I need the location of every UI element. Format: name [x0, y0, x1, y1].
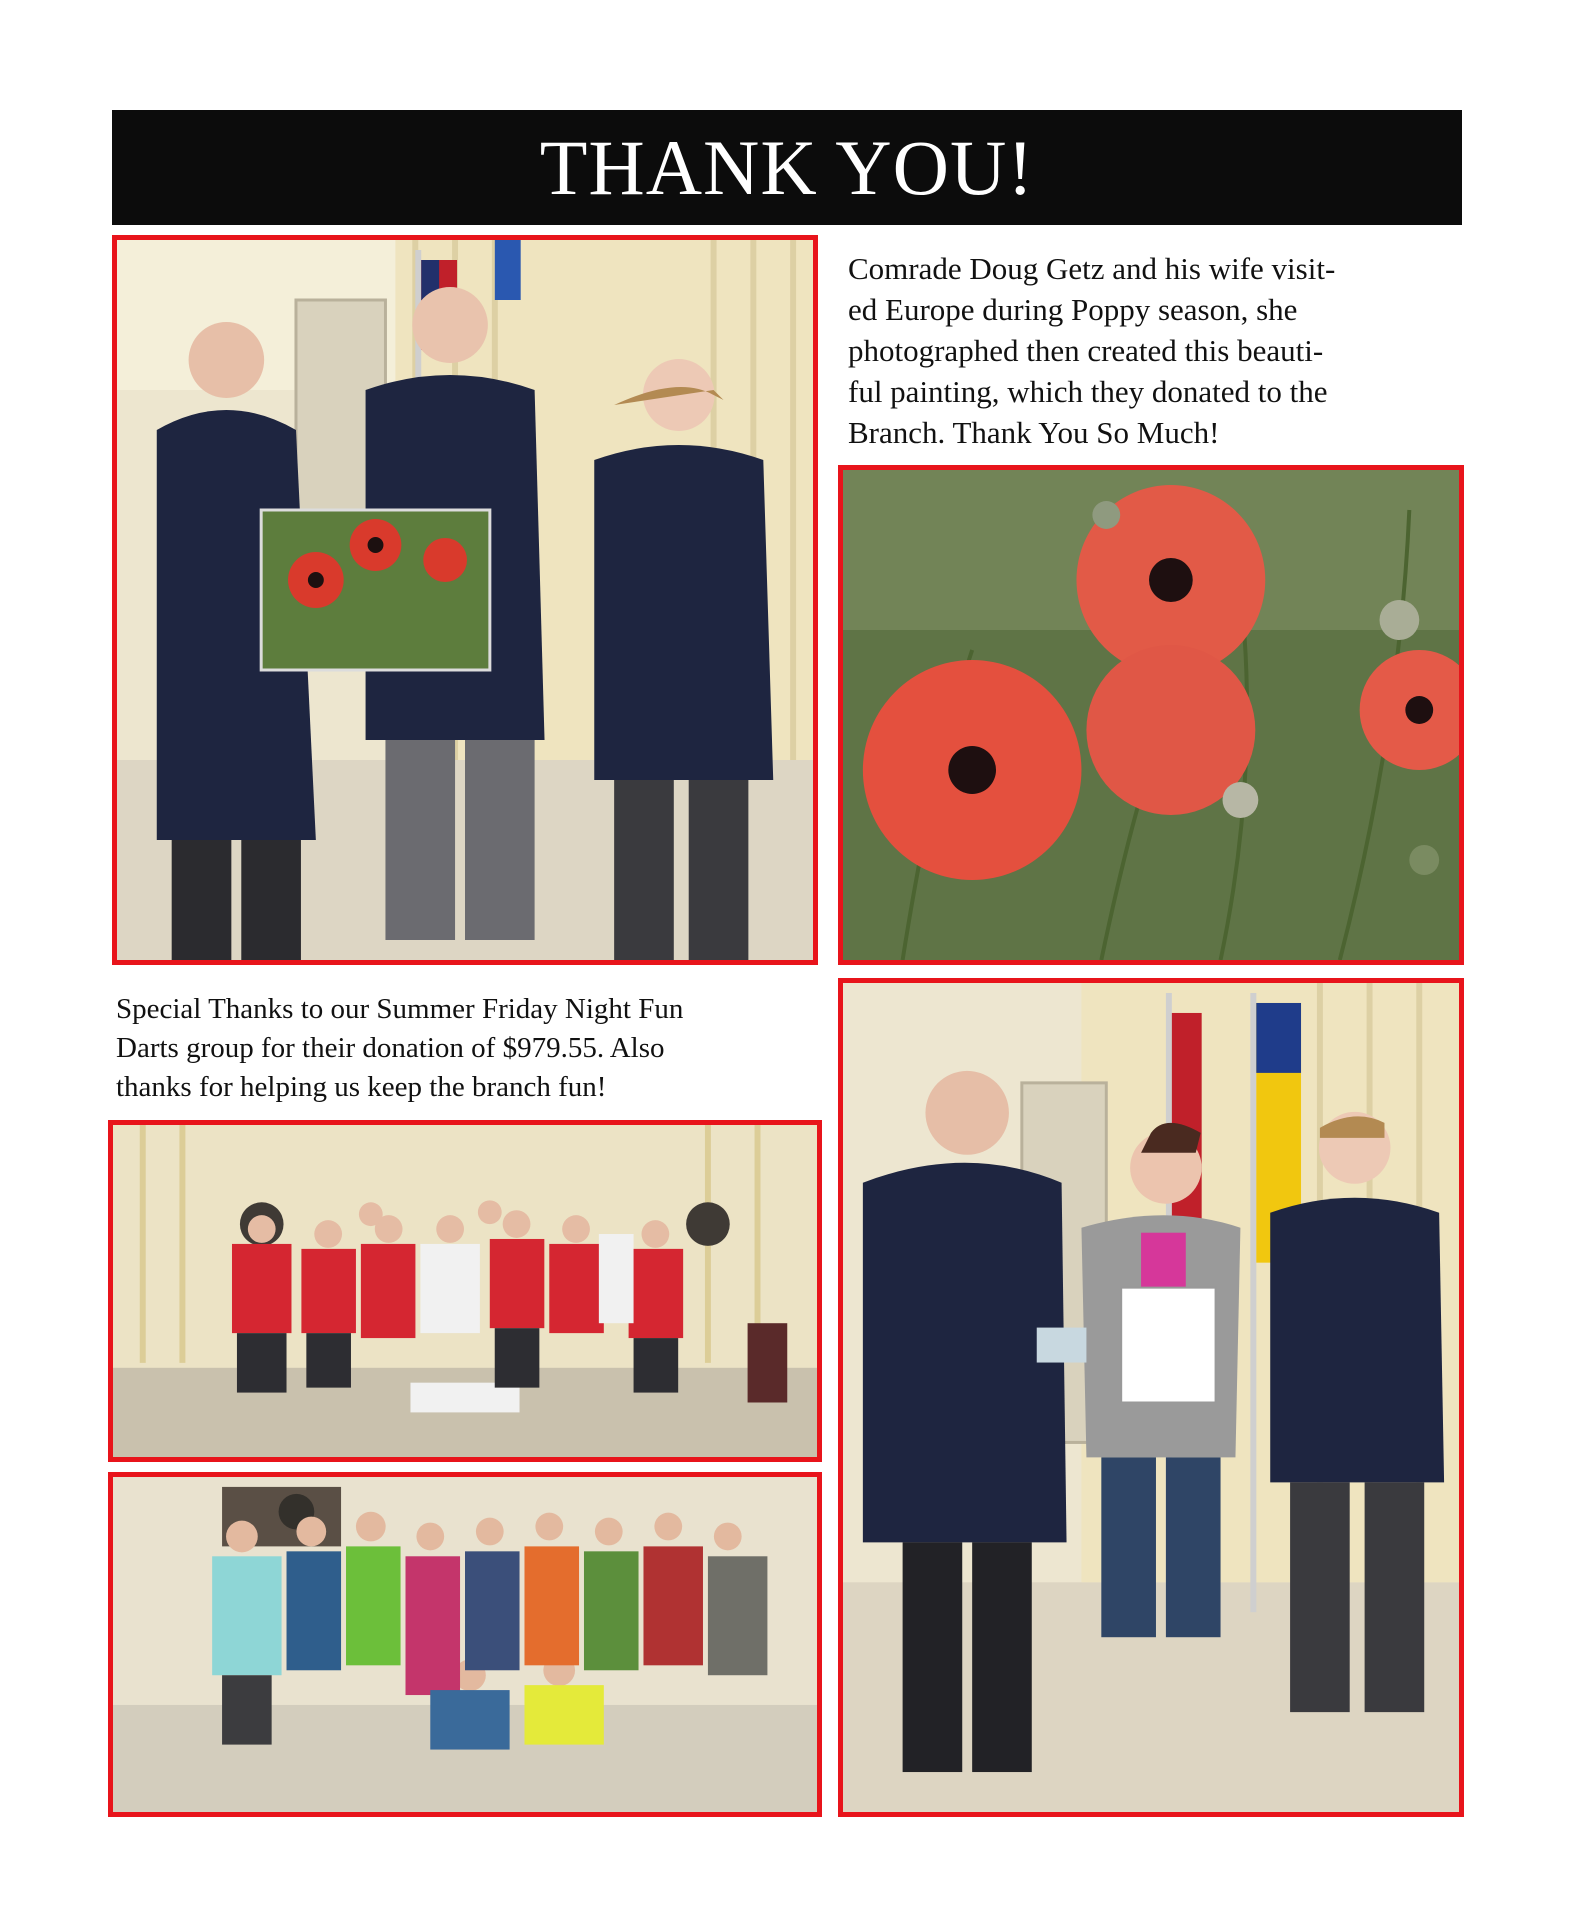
darts-group-caption: Special Thanks to our Summer Friday Night Fun Darts group for their donation of $979.55. Also thanks for helping us keep the branch fun! [116, 993, 684, 1103]
photo-painting-presentation-image [117, 240, 813, 960]
photo-donation-presentation-image [843, 983, 1459, 1812]
photo-poppy-painting-image [843, 470, 1459, 960]
page-title: THANK YOU! [539, 123, 1035, 211]
title-banner [112, 110, 1462, 225]
photo-poppy-painting [838, 465, 1464, 965]
poppy-painting-caption: Comrade Doug Getz and his wife visit- ed Europe during Poppy season, she photographed then created this beauti- ful painting, which they donated to the Branch. Thank You So Much! [848, 251, 1336, 450]
photo-darts-group-canada-image [113, 1125, 817, 1457]
photo-painting-presentation [112, 235, 818, 965]
photo-donation-presentation [838, 978, 1464, 1817]
photo-darts-group-hawaiian [108, 1472, 822, 1817]
photo-darts-group-canada [108, 1120, 822, 1462]
photo-darts-group-hawaiian-image [113, 1477, 817, 1812]
